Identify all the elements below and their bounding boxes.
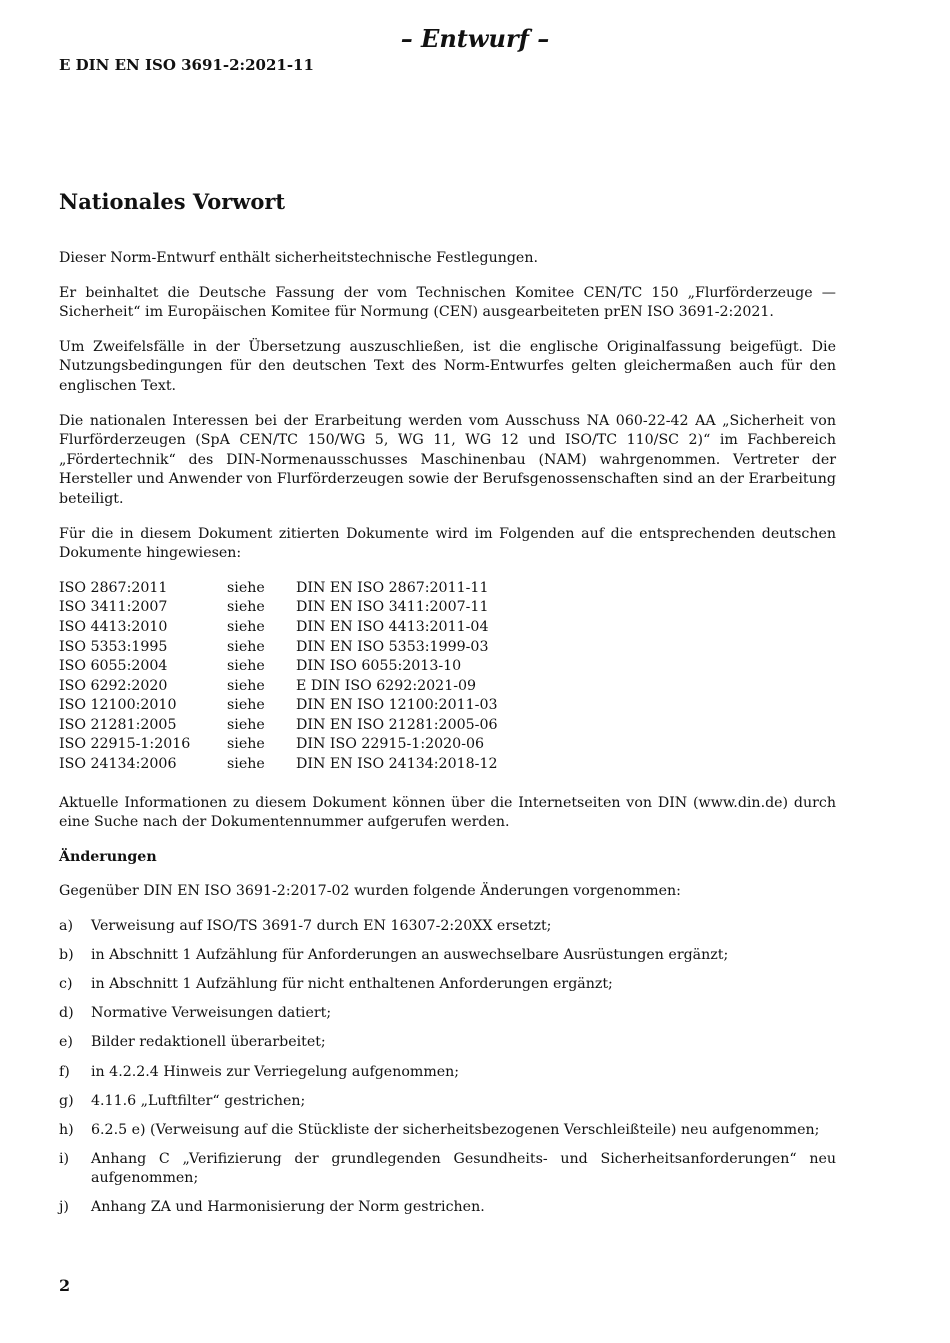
- page-content: [59, 188, 836, 1228]
- relation: siehe: [227, 716, 265, 733]
- relation: siehe: [227, 756, 265, 773]
- iso-reference: ISO 12100:2010: [59, 697, 177, 714]
- reference-row: [59, 618, 836, 638]
- relation: siehe: [227, 677, 265, 694]
- din-reference: DIN ISO 6055:2013-10: [296, 658, 462, 675]
- din-reference: DIN EN ISO 24134:2018-12: [296, 756, 498, 773]
- reference-row: [59, 735, 836, 755]
- list-text: in Abschnitt 1 Aufzählung für nicht enthaltenen Anforderungen ergänzt;: [91, 976, 613, 993]
- reference-row: [59, 638, 836, 658]
- din-reference: DIN EN ISO 4413:2011-04: [296, 618, 489, 635]
- section-title: Nationales Vorwort: [59, 189, 286, 214]
- iso-reference: ISO 21281:2005: [59, 716, 177, 733]
- din-reference: DIN EN ISO 12100:2011-03: [296, 697, 498, 714]
- page-number: 2: [59, 1276, 71, 1295]
- relation: siehe: [227, 599, 265, 616]
- iso-reference: ISO 6055:2004: [59, 658, 168, 675]
- list-text: 6.2.5 e) (Verweisung auf die Stückliste der sicherheitsbezogenen Verschleißteile) neu aufgenommen;: [91, 1121, 820, 1138]
- reference-table: [59, 579, 836, 775]
- relation: siehe: [227, 697, 265, 714]
- relation: siehe: [227, 736, 265, 753]
- list-item: [59, 1033, 836, 1053]
- changes-heading: Änderungen: [59, 848, 157, 865]
- list-label: e): [59, 1034, 73, 1051]
- list-label: f): [59, 1063, 70, 1080]
- reference-row: [59, 716, 836, 736]
- list-text: Bilder redaktionell überarbeitet;: [91, 1034, 326, 1051]
- relation: siehe: [227, 658, 265, 675]
- list-text: Anhang ZA und Harmonisierung der Norm gestrichen.: [91, 1199, 485, 1216]
- list-item: [59, 975, 836, 995]
- reference-row: [59, 696, 836, 716]
- din-reference: DIN EN ISO 2867:2011-11: [296, 579, 489, 596]
- list-text: Normative Verweisungen datiert;: [91, 1005, 332, 1022]
- iso-reference: ISO 6292:2020: [59, 677, 168, 694]
- list-label: j): [59, 1199, 69, 1216]
- reference-row: [59, 598, 836, 618]
- changes-intro: Gegenüber DIN EN ISO 3691-2:2017-02 wurden folgende Änderungen vorgenommen:: [59, 883, 681, 900]
- list-item: [59, 1004, 836, 1024]
- paragraph: Für die in diesem Dokument zitierten Dokumente wird im Folgenden auf die entsprechenden deutschen Dokumente hingewiesen:: [59, 525, 836, 562]
- list-label: c): [59, 976, 73, 993]
- relation: siehe: [227, 579, 265, 596]
- iso-reference: ISO 4413:2010: [59, 618, 168, 635]
- list-text: in Abschnitt 1 Aufzählung für Anforderungen an auswechselbare Ausrüstungen ergänzt;: [91, 947, 729, 964]
- iso-reference: ISO 2867:2011: [59, 579, 168, 596]
- list-label: i): [59, 1150, 70, 1167]
- list-text: Verweisung auf ISO/TS 3691-7 durch EN 16307-2:20XX ersetzt;: [91, 918, 552, 935]
- list-label: a): [59, 918, 73, 935]
- list-label: h): [59, 1121, 74, 1138]
- list-item: [59, 1092, 836, 1112]
- document-id: E DIN EN ISO 3691-2:2021-11: [59, 56, 314, 74]
- list-item: [59, 946, 836, 966]
- draft-watermark: – Entwurf –: [400, 24, 550, 53]
- list-text: Anhang C „Verifizierung der grundlegenden Gesundheits- und Sicherheitsanforderungen“ neu aufgenommen;: [91, 1150, 836, 1187]
- changes-list: [59, 917, 836, 1218]
- list-item: [59, 917, 836, 937]
- list-item: [59, 1121, 836, 1141]
- din-reference: DIN ISO 22915-1:2020-06: [296, 736, 485, 753]
- din-reference: DIN EN ISO 21281:2005-06: [296, 716, 498, 733]
- iso-reference: ISO 5353:1995: [59, 638, 168, 655]
- iso-reference: ISO 22915-1:2016: [59, 736, 191, 753]
- reference-row: [59, 677, 836, 697]
- din-reference: DIN EN ISO 3411:2007-11: [296, 599, 489, 616]
- list-label: d): [59, 1005, 74, 1022]
- din-reference: E DIN ISO 6292:2021-09: [296, 677, 477, 694]
- iso-reference: ISO 3411:2007: [59, 599, 168, 616]
- info-paragraph: Aktuelle Informationen zu diesem Dokument können über die Internetseiten von DIN (www.din.de) durch eine Suche nach der Dokumentennummer aufgerufen werden.: [59, 794, 836, 831]
- list-item: [59, 1063, 836, 1083]
- list-label: b): [59, 947, 74, 964]
- list-text: in 4.2.2.4 Hinweis zur Verriegelung aufgenommen;: [91, 1063, 460, 1080]
- list-text: 4.11.6 „Luftfilter“ gestrichen;: [91, 1092, 306, 1109]
- reference-row: [59, 579, 836, 599]
- list-item: [59, 1150, 836, 1189]
- iso-reference: ISO 24134:2006: [59, 756, 177, 773]
- reference-row: [59, 755, 836, 775]
- relation: siehe: [227, 618, 265, 635]
- list-item: [59, 1198, 836, 1218]
- paragraph: Dieser Norm-Entwurf enthält sicherheitstechnische Festlegungen.: [59, 250, 538, 266]
- relation: siehe: [227, 638, 265, 655]
- list-label: g): [59, 1092, 74, 1109]
- paragraph: Er beinhaltet die Deutsche Fassung der vom Technischen Komitee CEN/TC 150 „Flurförderzeuge — Sicherheit“ im Europäischen Komitee für Normung (CEN) ausgearbeiteten prEN ISO 3691-2:2021.: [59, 284, 836, 321]
- din-reference: DIN EN ISO 5353:1999-03: [296, 638, 489, 655]
- paragraph: Um Zweifelsfälle in der Übersetzung auszuschließen, ist die englische Originalfassung beigefügt. Die Nutzungsbedingungen für den deutschen Text des Norm-Entwurfes gelten gleichermaßen auch für den englischen Text.: [59, 338, 836, 394]
- reference-row: [59, 657, 836, 677]
- paragraph: Die nationalen Interessen bei der Erarbeitung werden vom Ausschuss NA 060-22-42 AA „Sicherheit von Flurförderzeugen (SpA CEN/TC 150/WG 5, WG 11, WG 12 und ISO/TC 110/SC 2)“ im Fachbereich „Fördertechnik“ des DIN-Normenausschusses Maschinenbau (NAM) wahrgenommen. Vertreter der Hersteller und Anwender von Flurförderzeugen sowie der Berufsgenossenschaften sind an der Erarbeitung beteiligt.: [59, 412, 836, 507]
